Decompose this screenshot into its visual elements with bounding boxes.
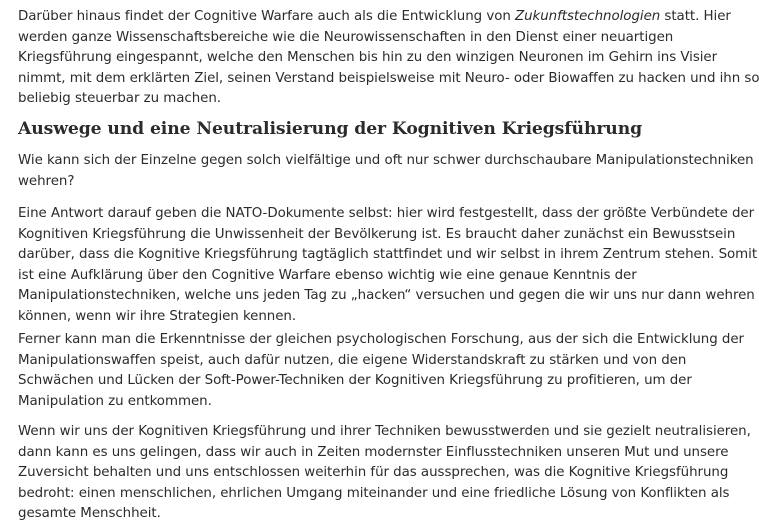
intro-line-3: Kriegsführung eingespannt, welche den Menschen bis hin zu den winzigen Neuronen im Gehirn ins Visier: [18, 50, 718, 66]
research-paragraph: [18, 330, 744, 412]
conclusion-line-5: gesamte Menschheit.: [18, 506, 161, 522]
conclusion-line-4: bedroht: einen menschlichen, ehrlichen Umgang miteinander und eine friedliche Lösung von Konflikten als: [18, 485, 730, 501]
answer-line-6: können, wenn wir ihre Strategien kennen.: [18, 308, 297, 324]
research-line-4: Manipulation zu entkommen.: [18, 393, 212, 409]
answer-paragraph: [18, 204, 758, 328]
section-heading: Auswege und eine Neutralisierung der Kognitiven Kriegsführung: [18, 119, 643, 139]
conclusion-line-2: dann kann es uns gelingen, dass wir auch in Zeiten modernster Einflusstechniken unseren Mut und unsere: [18, 444, 729, 460]
conclusion-line-1: Wenn wir uns der Kognitiven Kriegsführung und ihrer Techniken bewusstwerden und sie gezielt neutralisieren,: [18, 424, 751, 439]
answer-line-5: Manipulationstechniken, welche uns jeden Tag zu „hacken“ versuchen und gegen die wir uns nur dann wehren: [18, 288, 755, 304]
intro-line-1-text: Darüber hinaus findet der Cognitive Warfare auch als die Entwicklung von: [18, 9, 515, 24]
question-line-1: Wie kann sich der Einzelne gegen solch vielfältige und oft nur schwer durchschaubare Manipulationstechniken: [18, 153, 754, 168]
zukunftstechnologien-emphasis: Zukunftstechnologien: [514, 9, 661, 24]
conclusion-line-3: Zuversicht behalten und uns entschlossen weiterhin für das aussprechen, was die Kognitive Kriegsführung: [18, 465, 729, 481]
intro-line-1-tail: statt. Hier: [660, 9, 731, 24]
intro-paragraph: [18, 7, 759, 110]
intro-line-5: beliebig steuerbar zu machen.: [18, 91, 221, 107]
question-line-2: wehren?: [18, 173, 75, 189]
answer-line-1: Eine Antwort darauf geben die NATO-Dokumente selbst: hier wird festgestellt, dass der größte Verbündete der: [18, 206, 755, 221]
research-line-2: Manipulationswaffen speist, auch dafür nutzen, die eigene Widerstandskraft zu stärken und von den: [18, 352, 687, 368]
question-paragraph: [18, 151, 754, 192]
intro-line-1: [18, 7, 731, 28]
intro-line-4: nimmt, mit dem erklärten Ziel, seinen Verstand beispielsweise mit Neuro- oder Biowaffen zu hacken und ihn so: [18, 70, 759, 86]
research-line-1: Ferner kann man die Erkenntnisse der gleichen psychologischen Forschung, aus der sich die Entwicklung der: [18, 332, 744, 347]
answer-line-3: darüber, dass die Kognitive Kriegsführung tagtäglich stattfindet und wir selbst in ihrem Zentrum stehen. Somit: [18, 247, 758, 263]
answer-line-4: ist eine Aufklärung über den Cognitive Warfare ebenso wichtig wie eine genaue Kenntnis der: [18, 267, 637, 283]
conclusion-paragraph: [18, 422, 751, 525]
research-line-3: Schwächen und Lücken der Soft-Power-Techniken der Kognitiven Kriegsführung zu profitieren, um der: [18, 373, 692, 389]
answer-line-2: Kognitiven Kriegsführung die Unwissenheit der Bevölkerung ist. Es braucht daher zunächst ein Bewusstsein: [18, 226, 736, 242]
intro-line-2: werden ganze Wissenschaftsbereiche wie die Neurowissenschaften in den Dienst einer neuartigen: [18, 29, 674, 45]
